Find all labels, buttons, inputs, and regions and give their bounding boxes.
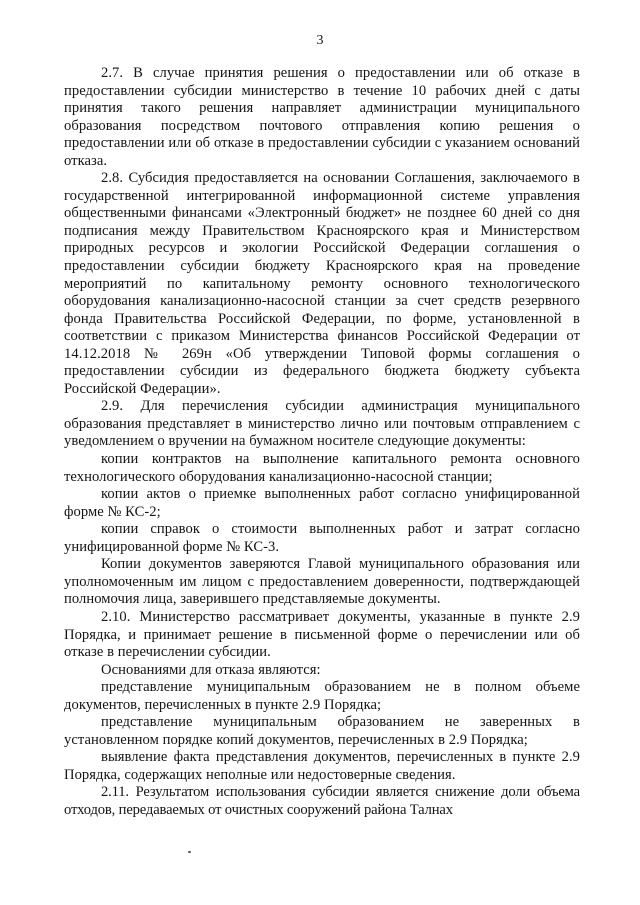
paragraph-refusal-grounds: Основаниями для отказа являются: [101,661,321,678]
paragraph-2-9: 2.9. Для перечисления субсидии администрация муниципального образования представляет в министерство лично или почтовым отправлением с уведомлением о вручении на бумажном носителе следующие документы: [64,398,580,450]
list-item-uncertified-copies: представление муниципальным образованием не заверенных в установленном порядке копий документов, перечисленных в 2.9 Порядка; [64,714,580,748]
paragraph-2-8: 2.8. Субсидия предоставляется на основании Соглашения, заключаемого в государственной интегрированной информационной системе управления общественными финансами «Электронный бюджет» не позднее 60 дней со дня подписания между Правительством Красноярского края и Министерством природных ресурсов и экологии Российской Федерации соглашения о предоставлении субсидии бюджету Красноярского края на проведение мероприятий по капитальному ремонту основного технологического оборудования канализационно-насосной станции за счет средств резервного фонда Правительства Российской Федерации, по форме, установленной в соответствии с приказом Министерства финансов Российской Федерации от 14.12.2018 № 269н «Об утверждении Типовой формы соглашения о предоставлении субсидии из федерального бюджета бюджету субъекта Российской Федерации». [64,170,580,397]
list-item-ks2-acts: копии актов о приемке выполненных работ согласно унифицированной форме № КС-2; [64,486,580,520]
list-item-false-information: выявление факта представления документов, перечисленных в пункте 2.9 Порядка, содержащих неполные или недостоверные сведения. [64,749,580,783]
paragraph-2-7: 2.7. В случае принятия решения о предоставлении или об отказе в предоставлении субсидии министерство в течение 10 рабочих дней с даты принятия такого решения направляет администрации муниципального образования посредством почтового отправления копию решения о предоставлении или об отказе в предоставлении субсидии с указанием оснований отказа. [64,65,580,169]
scan-artifact [188,851,191,853]
list-item-contracts: копии контрактов на выполнение капитального ремонта основного технологического оборудования канализационно-насосной станции; [64,451,580,485]
paragraph-certification: Копии документов заверяются Главой муниципального образования или уполномоченным им лицом с предоставлением доверенности, подтверждающей полномочия лица, заверившего представляемые документы. [64,556,580,608]
paragraph-2-11: 2.11. Результатом использования субсидии является снижение доли объема отходов, передаваемых от очистных сооружений района Талнах [64,784,580,818]
paragraph-2-10: 2.10. Министерство рассматривает документы, указанные в пункте 2.9 Порядка, и принимает решение в письменной форме о перечислении или об отказе в перечислении субсидии. [64,608,580,661]
list-item-ks3-certificates: копии справок о стоимости выполненных работ и затрат согласно унифицированной форме № КС-3. [64,521,580,555]
document-body [64,65,580,820]
list-item-incomplete-documents: представление муниципальным образованием не в полном объеме документов, перечисленных в пункте 2.9 Порядка; [64,679,580,713]
page-number: 3 [316,33,324,48]
